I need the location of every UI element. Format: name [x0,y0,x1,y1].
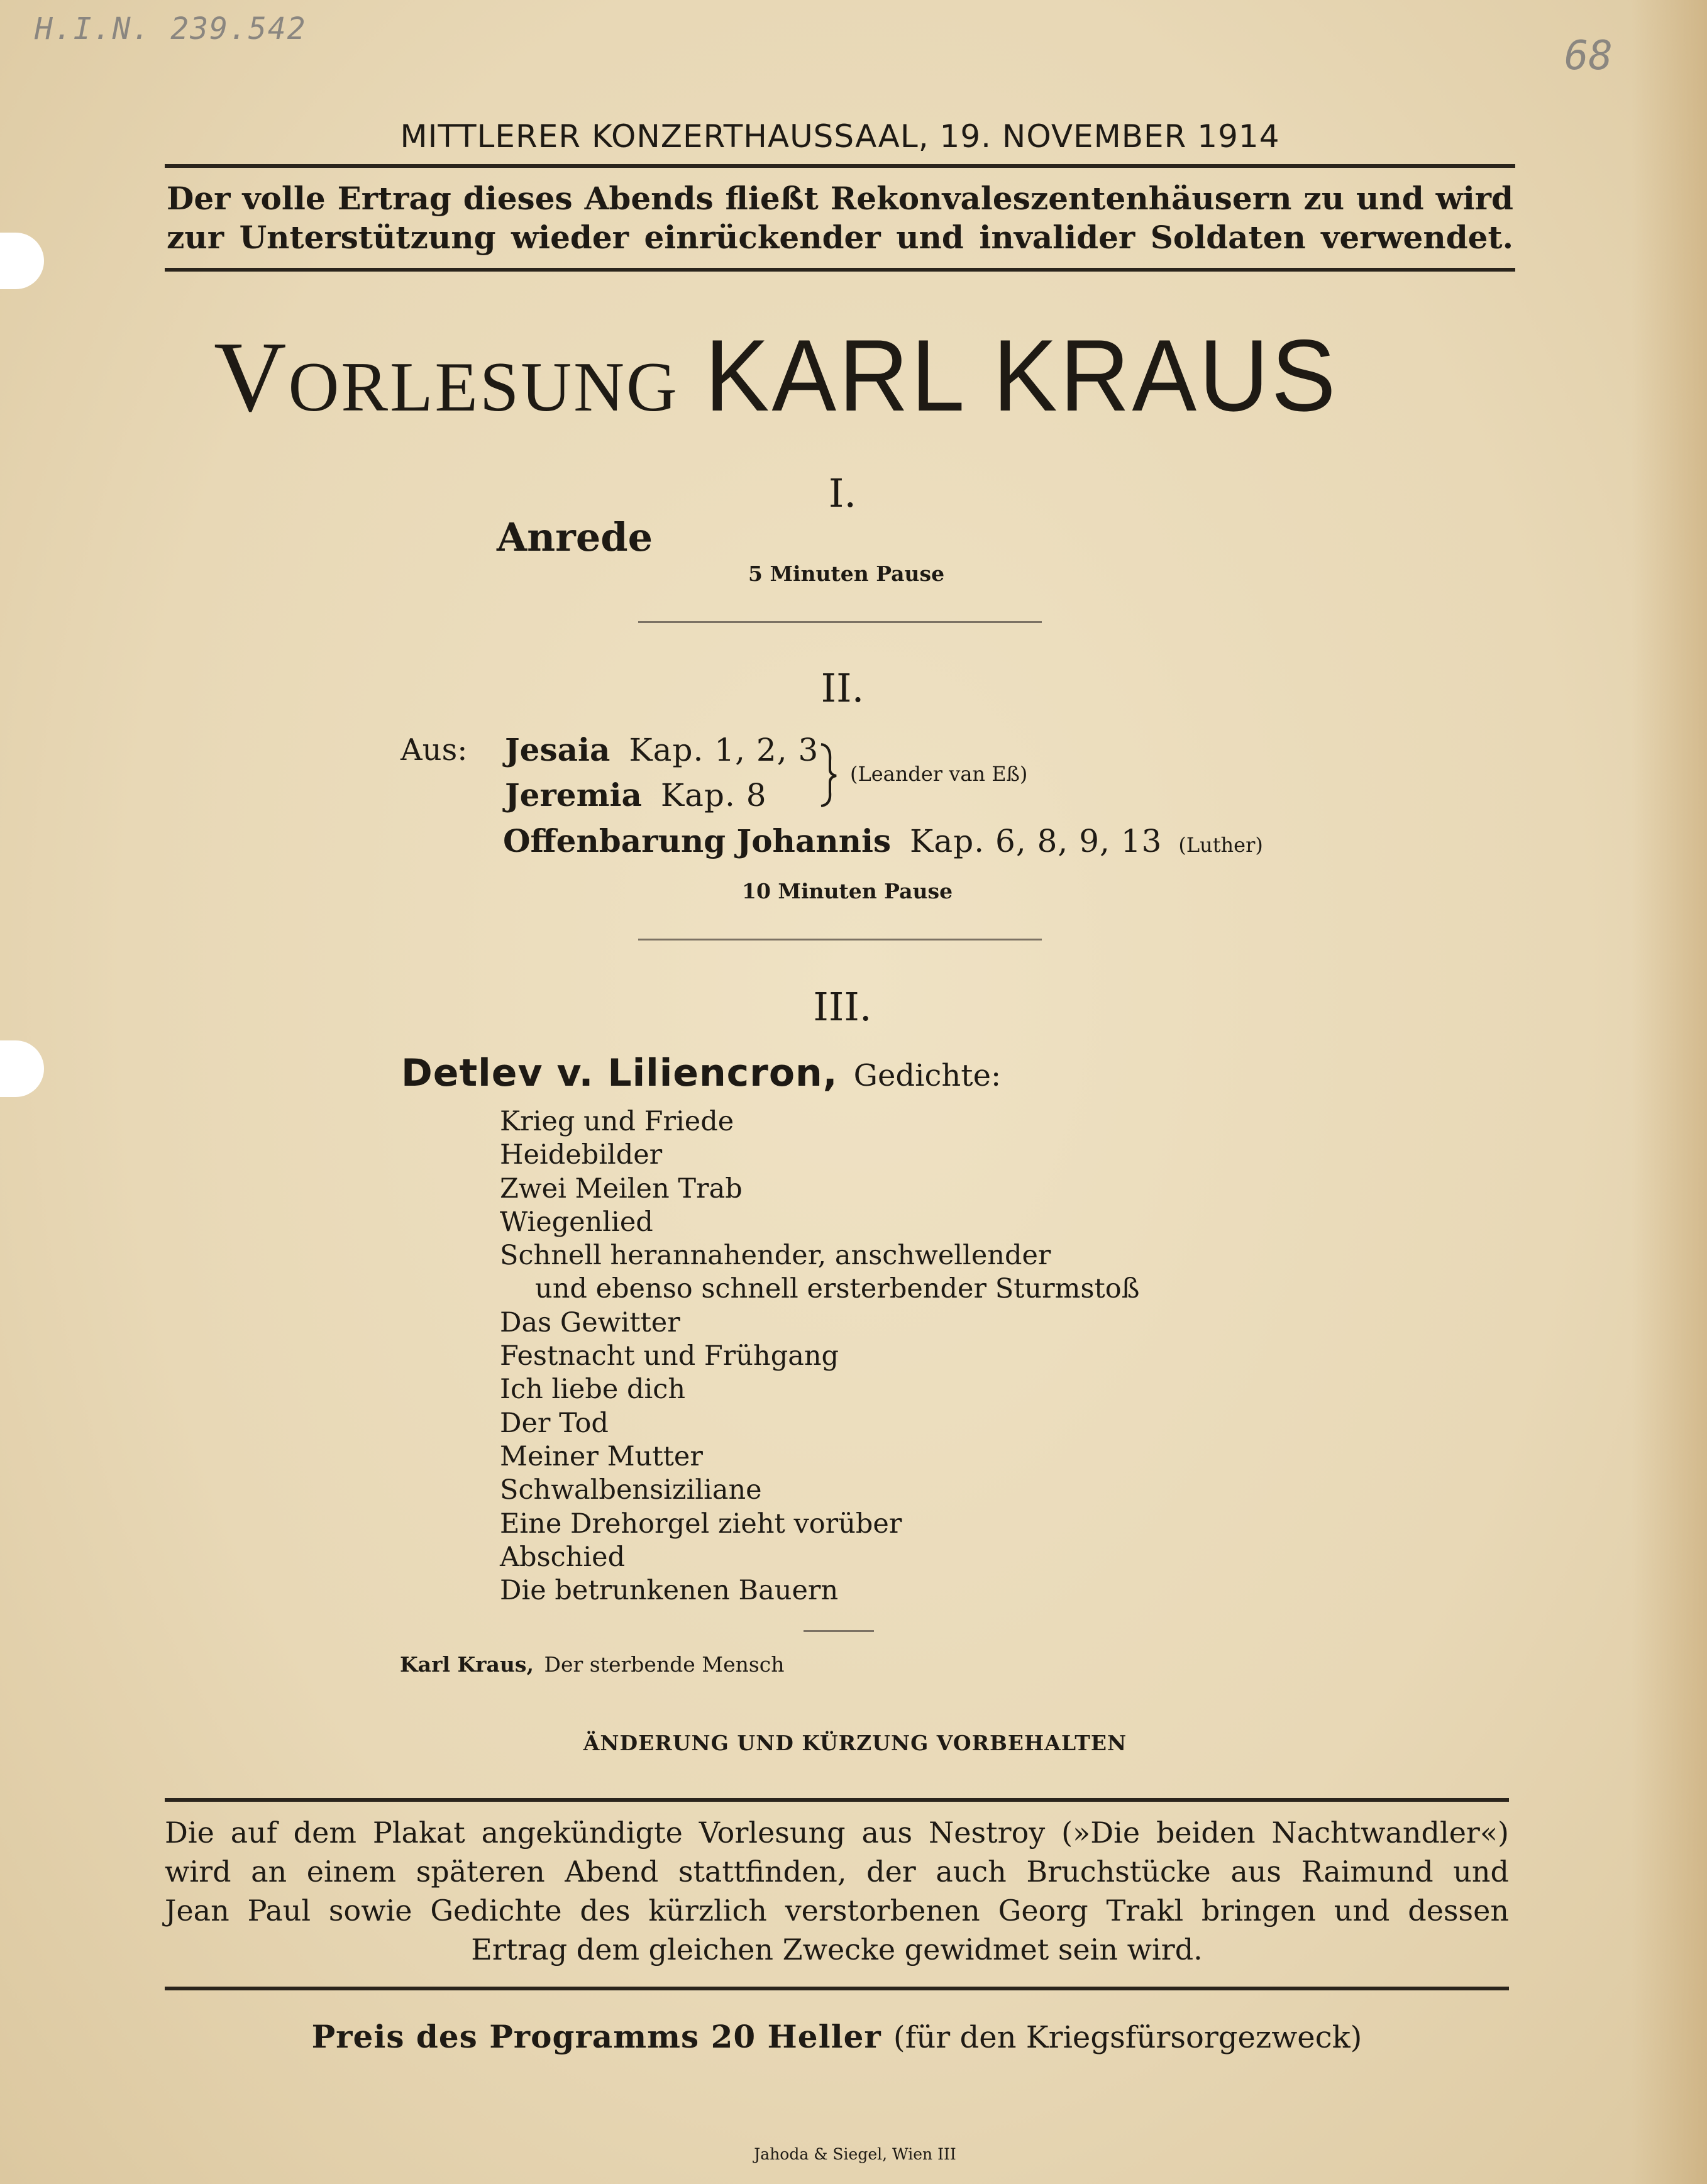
divider-1 [638,621,1042,623]
book-jeremia: Jeremia [505,776,642,813]
price-label: Preis des Programms 20 Heller [311,2018,881,2055]
footer-rule-bottom [165,1987,1509,1990]
footer-notice-line-3: Jean Paul sowie Gedichte des kürzlich verstorbenen Georg Trakl bringen und dessen [165,1894,1509,1928]
footer-notice-line-2: wird an einem späteren Abend stattfinden, der auch Bruchstücke aus Raimund und [165,1855,1509,1889]
poem-item: Zwei Meilen Trab [500,1172,743,1205]
poem-item: Schnell herannahender, anschwellender [500,1240,1051,1272]
offenbarung-line [503,822,1263,859]
price-note: (für den Kriegsfürsorgezweck) [893,2020,1362,2055]
header-rule-bottom [165,268,1515,272]
poem-list [500,1105,1139,1608]
venue-date: MITTLERER KONZERTHAUSSAAL, 19. NOVEMBER 1914 [400,118,1280,155]
jeremia-chapters: Kap. 8 [660,777,767,813]
aus-label: Aus: [401,732,468,768]
divider-short [804,1630,874,1632]
closing-author: Karl Kraus, [400,1652,534,1677]
poem-item: Schwalbensiziliane [500,1474,762,1506]
poem-item: Abschied [500,1541,626,1573]
footer-notice-line-4: Ertrag dem gleichen Zwecke gewidmet sein wird. [471,1933,1203,1966]
bracket-brace [817,742,842,808]
poem-item: Ich liebe dich [500,1374,686,1406]
reservation-note: ÄNDERUNG UND KÜRZUNG VORBEHALTEN [583,1731,1127,1755]
title-karl-kraus: KARL KRAUS [705,319,1339,433]
footer-notice-line-1: Die auf dem Plakat angekündigte Vorlesung aus Nestroy (»Die beiden Nachtwandler«) [165,1816,1509,1850]
jeremia-line [505,776,767,813]
price-line [165,2018,1509,2055]
notice-line-1: Der volle Ertrag dieses Abends fließt Rekonvaleszentenhäusern zu und wird [167,180,1513,217]
jesaia-line [505,731,819,768]
poem-item: Meiner Mutter [500,1440,703,1472]
poem-item: Der Tod [500,1407,609,1439]
liliencron-heading [401,1051,1001,1095]
poem-item: Eine Drehorgel zieht vorüber [500,1508,902,1540]
title-vorlesung: Vorlesung [214,321,679,433]
offenbarung-chapters: Kap. 6, 8, 9, 13 [910,823,1163,859]
page-number: 68 [1564,33,1613,79]
poem-item: Heidebilder [500,1139,663,1171]
footer-rule-top [165,1798,1509,1802]
section-numeral-2: II. [820,665,865,711]
inventory-number: H.I.N. 239.542 [35,11,307,47]
printer-imprint: Jahoda & Siegel, Wien III [754,2145,956,2163]
poem-item: Die betrunkenen Bauern [500,1575,839,1607]
translator-note-luther: (Luther) [1178,833,1263,857]
poem-item: Wiegenlied [500,1206,653,1238]
page-title [214,317,1371,437]
closing-work: Der sterbende Mensch [544,1652,785,1677]
divider-2 [638,939,1042,940]
jesaia-chapters: Kap. 1, 2, 3 [629,732,819,768]
paper-edge-shading [1632,0,1707,2184]
book-offenbarung: Offenbarung Johannis [503,822,892,859]
closing-item [400,1652,785,1677]
pause-1: 5 Minuten Pause [748,561,945,586]
poem-item: Festnacht und Frühgang [500,1340,839,1372]
header-rule-top [165,164,1515,168]
poem-item: und ebenso schnell ersterbender Sturmstoß [535,1273,1140,1305]
book-jesaia: Jesaia [505,731,610,768]
genre-gedichte: Gedichte: [853,1058,1002,1093]
notice-line-2: zur Unterstützung wieder einrückender und invalider Soldaten verwendet. [167,219,1513,256]
poem-item: Das Gewitter [500,1306,680,1338]
section-numeral-3: III. [813,984,872,1030]
pause-2: 10 Minuten Pause [742,879,953,903]
translator-note-van-ess: (Leander van Eß) [850,762,1028,786]
section-numeral-1: I. [828,470,857,516]
item-anrede: Anrede [497,514,653,560]
poem-item: Krieg und Friede [500,1106,734,1137]
author-liliencron: Detlev v. Liliencron, [401,1051,838,1095]
